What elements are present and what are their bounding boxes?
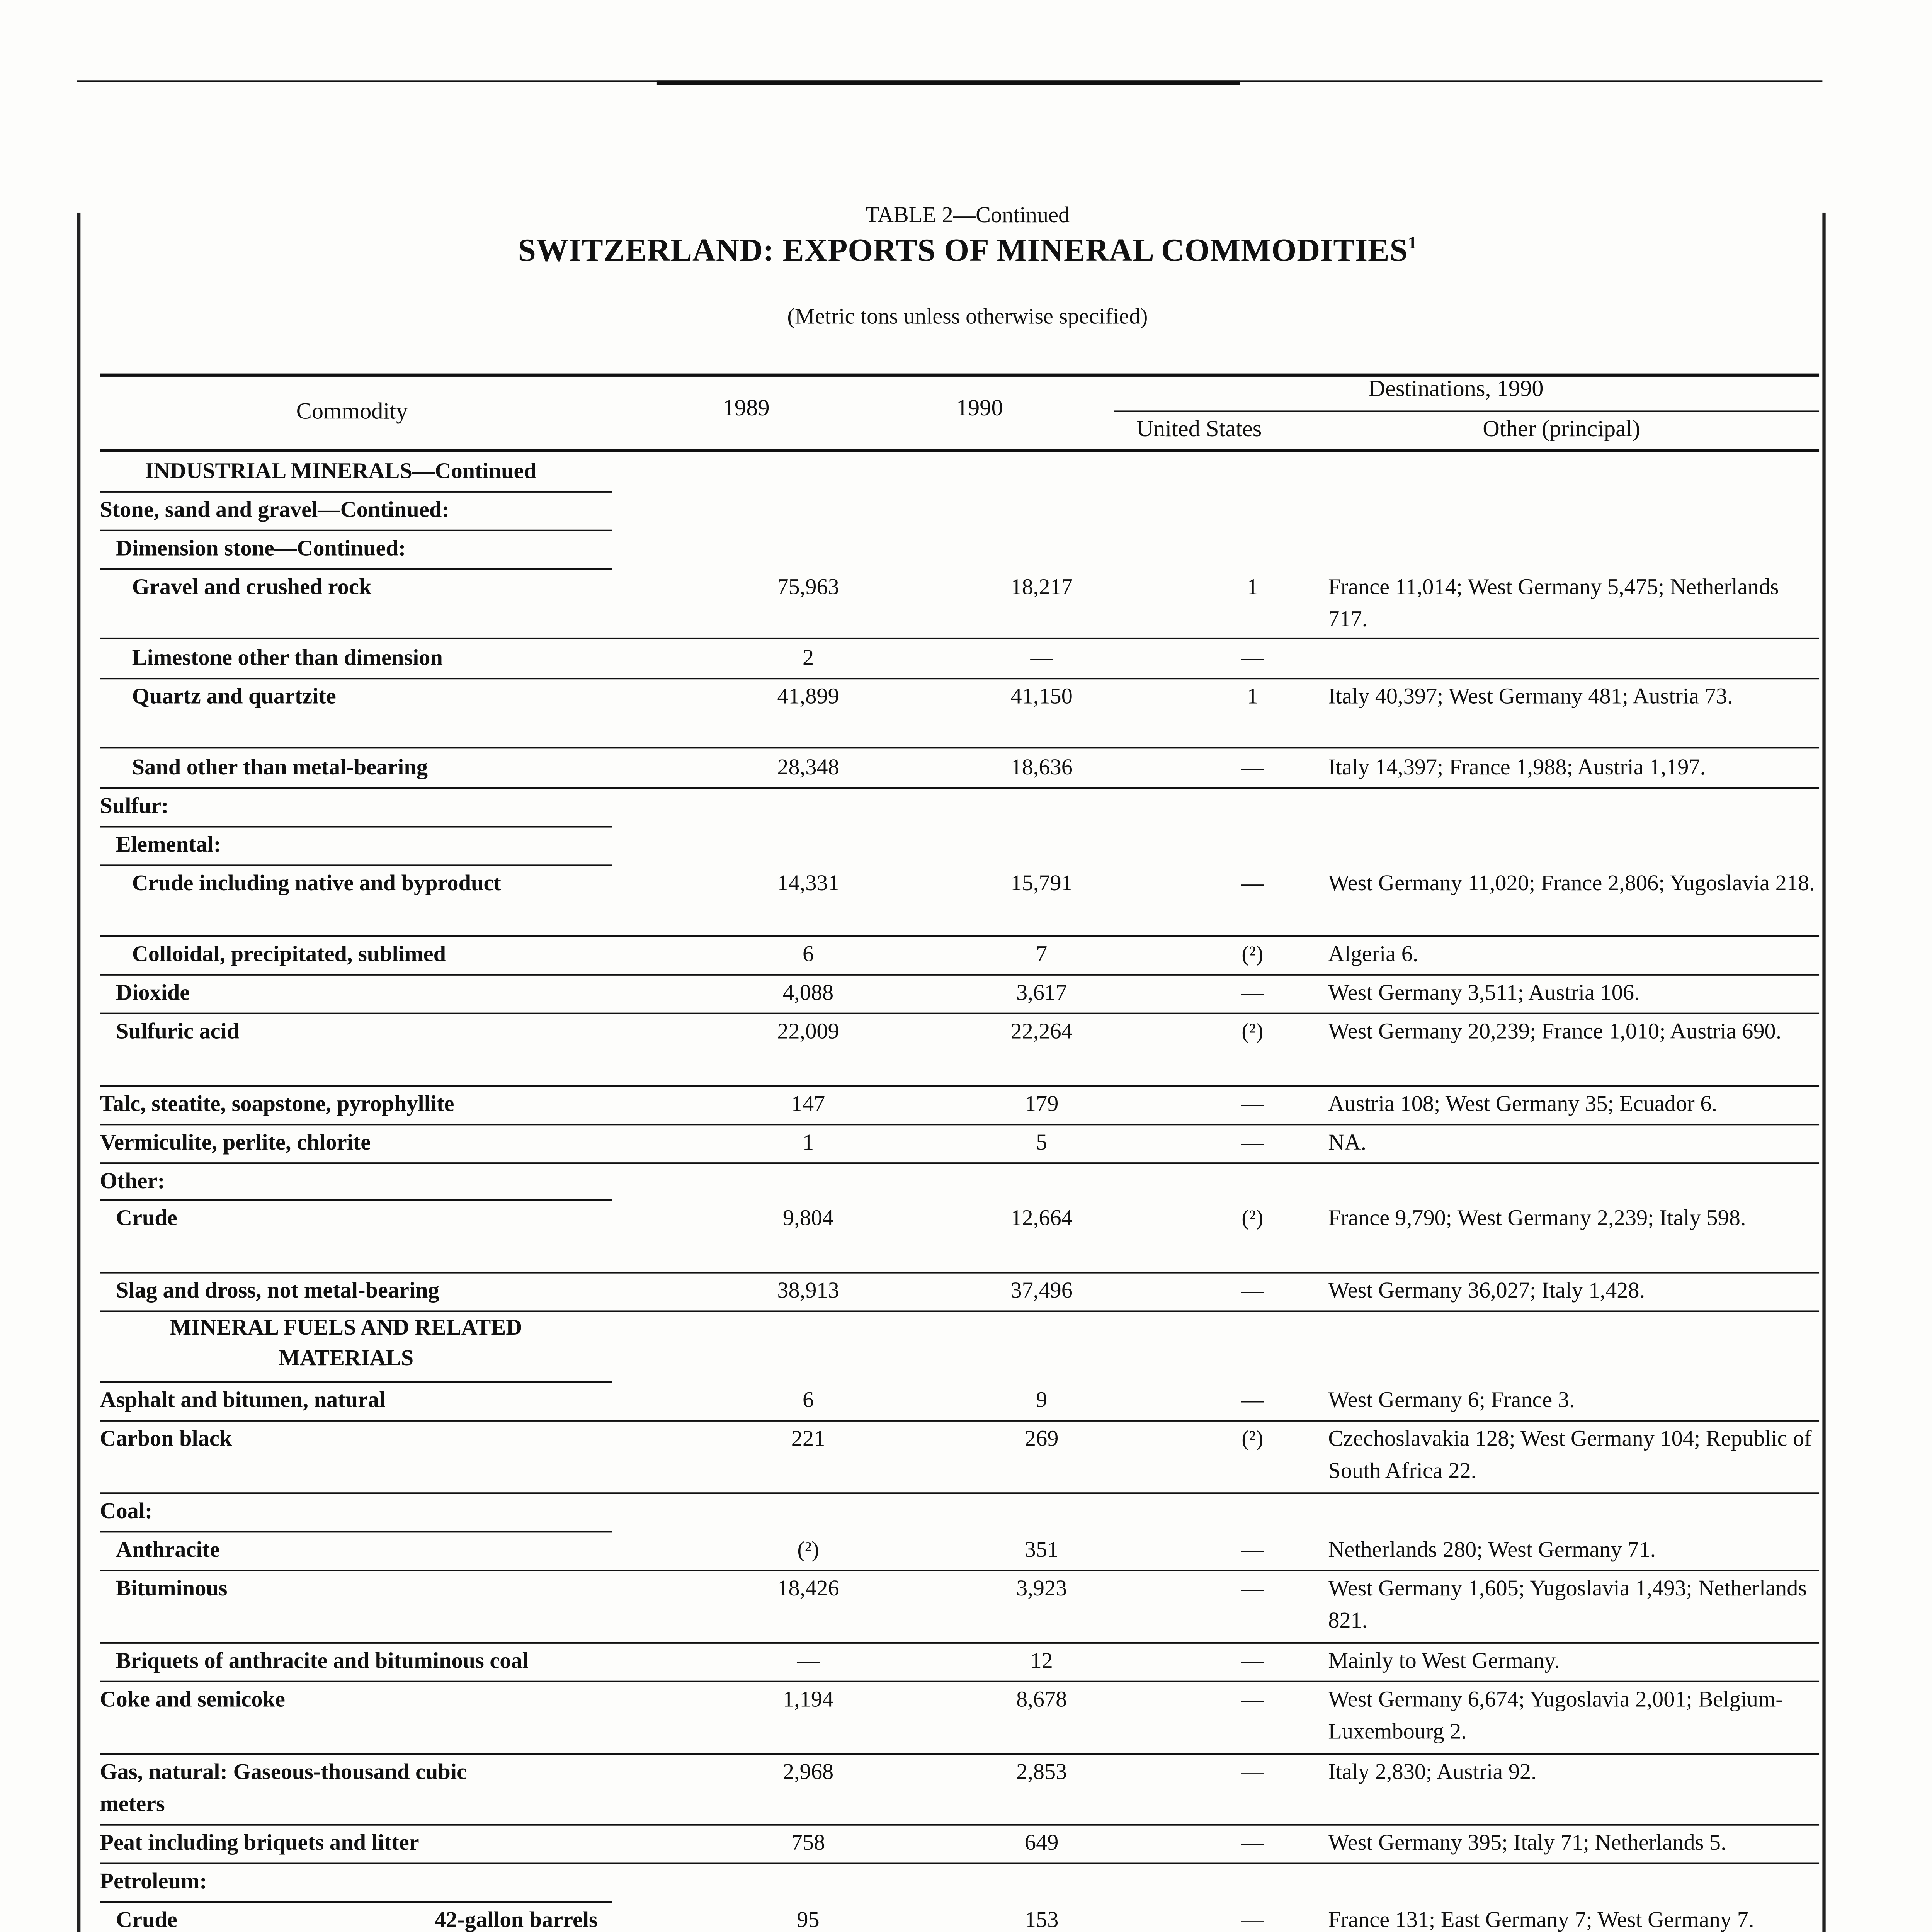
commodity-label: Briquets of anthracite and bituminous coal bbox=[116, 1650, 529, 1675]
destinations-other: Mainly to West Germany. bbox=[1328, 1650, 1560, 1675]
row-rule bbox=[100, 568, 612, 571]
value-1989: 1,194 bbox=[782, 1689, 834, 1713]
destinations-other: West Germany 20,239; France 1,010; Austria 690. bbox=[1328, 1020, 1782, 1045]
row-rule bbox=[100, 1492, 1819, 1495]
value-1989: 38,913 bbox=[777, 1280, 839, 1304]
row-rule bbox=[100, 1420, 1819, 1422]
value-1990: 22,264 bbox=[1010, 1020, 1073, 1045]
value-1990: 5 bbox=[1036, 1131, 1048, 1156]
commodity-label: Talc, steatite, soapstone, pyrophyllite bbox=[100, 1093, 454, 1117]
commodity-label: Dimension stone—Continued: bbox=[116, 537, 406, 562]
row-rule bbox=[100, 826, 612, 828]
value-us: — bbox=[1241, 1909, 1264, 1932]
destinations-other: Italy 40,397; West Germany 481; Austria 73. bbox=[1328, 685, 1733, 710]
col-other-header: Other (principal) bbox=[1483, 417, 1640, 443]
value-us: 1 bbox=[1247, 576, 1259, 601]
unit-label: 42-gallon barrels bbox=[434, 1909, 598, 1932]
row-rule bbox=[100, 1124, 1819, 1126]
value-us: — bbox=[1241, 1650, 1264, 1675]
value-1989: 4,088 bbox=[782, 982, 834, 1006]
left-margin-rule bbox=[77, 213, 80, 1932]
value-1989: 2,968 bbox=[782, 1761, 834, 1786]
right-margin-rule bbox=[1822, 213, 1825, 1932]
commodity-label: Petroleum: bbox=[100, 1871, 207, 1895]
header-top-rule bbox=[100, 374, 1819, 376]
col-united-states-header: United States bbox=[1136, 417, 1262, 443]
value-us: — bbox=[1241, 1131, 1264, 1156]
row-rule bbox=[100, 1824, 1819, 1827]
commodity-label: Dioxide bbox=[116, 982, 190, 1006]
commodity-label: Sulfuric acid bbox=[116, 1020, 240, 1045]
row-rule bbox=[100, 1642, 1819, 1645]
value-us: — bbox=[1241, 1832, 1264, 1856]
value-1990: 41,150 bbox=[1010, 685, 1073, 710]
destinations-other: Algeria 6. bbox=[1328, 943, 1418, 968]
col-destinations-header: Destinations, 1990 bbox=[1368, 376, 1544, 403]
value-1989: 18,426 bbox=[777, 1578, 839, 1602]
value-us: (²) bbox=[1242, 1020, 1264, 1045]
value-us: — bbox=[1241, 1578, 1264, 1602]
commodity-label: Carbon black bbox=[100, 1428, 232, 1452]
value-1990: 8,678 bbox=[1016, 1689, 1067, 1713]
commodity-label: Coal: bbox=[100, 1500, 153, 1525]
col-1990-header: 1990 bbox=[956, 396, 1003, 422]
row-rule bbox=[100, 787, 1819, 789]
value-1989: — bbox=[797, 1650, 820, 1675]
destinations-other: West Germany 395; Italy 71; Netherlands 5. bbox=[1328, 1832, 1726, 1856]
row-rule bbox=[100, 1570, 1819, 1572]
commodity-label: Peat including briquets and litter bbox=[100, 1832, 419, 1856]
section-heading: MINERAL FUELS AND RELATED MATERIALS bbox=[170, 1317, 522, 1372]
value-1989: 9,804 bbox=[782, 1207, 834, 1232]
value-1990: 351 bbox=[1024, 1539, 1059, 1563]
commodity-label: Quartz and quartzite bbox=[132, 685, 336, 710]
value-1990: 3,617 bbox=[1016, 982, 1067, 1006]
commodity-label: Sulfur: bbox=[100, 795, 169, 820]
title-footnote-marker: 1 bbox=[1408, 234, 1417, 253]
value-us: — bbox=[1241, 982, 1264, 1006]
destinations-other: France 131; East Germany 7; West Germany 7. bbox=[1328, 1909, 1754, 1932]
destinations-other: NA. bbox=[1328, 1131, 1367, 1156]
commodity-label: Other: bbox=[100, 1170, 165, 1195]
value-1989: 22,009 bbox=[777, 1020, 839, 1045]
value-us: — bbox=[1241, 1280, 1264, 1304]
value-1989: 758 bbox=[791, 1832, 825, 1856]
value-us: (²) bbox=[1242, 1207, 1264, 1232]
commodity-label: Asphalt and bitumen, natural bbox=[100, 1389, 386, 1414]
value-1990: 7 bbox=[1036, 943, 1048, 968]
value-us: — bbox=[1241, 872, 1264, 897]
value-us: — bbox=[1241, 1093, 1264, 1117]
row-rule bbox=[100, 1863, 1819, 1865]
header-bottom-rule bbox=[100, 449, 1819, 451]
row-rule bbox=[100, 1753, 1819, 1755]
commodity-label: Vermiculite, perlite, chlorite bbox=[100, 1131, 371, 1156]
row-rule bbox=[100, 638, 1819, 640]
row-rule bbox=[100, 864, 612, 867]
value-us: — bbox=[1241, 1539, 1264, 1563]
commodity-label: Stone, sand and gravel—Continued: bbox=[100, 499, 449, 524]
destinations-other: France 11,014; West Germany 5,475; Netherlands 717. bbox=[1328, 576, 1779, 632]
row-rule bbox=[100, 1531, 612, 1533]
value-us: — bbox=[1241, 757, 1264, 781]
destinations-other: West Germany 11,020; France 2,806; Yugoslavia 218. bbox=[1328, 872, 1815, 897]
value-1989: 1 bbox=[802, 1131, 814, 1156]
row-rule bbox=[100, 678, 1819, 680]
value-1989: 41,899 bbox=[777, 685, 839, 710]
value-1989: 28,348 bbox=[777, 757, 839, 781]
row-rule bbox=[100, 1013, 1819, 1015]
destinations-other: West Germany 36,027; Italy 1,428. bbox=[1328, 1280, 1645, 1304]
row-rule bbox=[100, 1310, 1819, 1313]
row-rule bbox=[100, 974, 1819, 976]
commodity-label: Crude bbox=[116, 1909, 177, 1932]
commodity-label: Limestone other than dimension bbox=[132, 647, 443, 672]
value-1989: 75,963 bbox=[777, 576, 839, 601]
destinations-other: West Germany 6,674; Yugoslavia 2,001; Belgium-Luxembourg 2. bbox=[1328, 1689, 1783, 1745]
value-1990: 12,664 bbox=[1010, 1207, 1073, 1232]
value-1990: 15,791 bbox=[1010, 872, 1073, 897]
value-us: (²) bbox=[1242, 1428, 1264, 1452]
row-rule bbox=[100, 1199, 612, 1202]
destinations-other: France 9,790; West Germany 2,239; Italy 598. bbox=[1328, 1207, 1746, 1232]
value-us: — bbox=[1241, 1389, 1264, 1414]
commodity-label: Elemental: bbox=[116, 834, 221, 858]
row-rule bbox=[100, 747, 1819, 749]
row-rule bbox=[100, 935, 1819, 938]
commodity-label: Anthracite bbox=[116, 1539, 220, 1563]
value-us: — bbox=[1241, 647, 1264, 672]
commodity-label: Coke and semicoke bbox=[100, 1689, 285, 1713]
value-1989: 147 bbox=[791, 1093, 825, 1117]
value-1989: 221 bbox=[791, 1428, 825, 1452]
commodity-label: Slag and dross, not metal-bearing bbox=[116, 1280, 439, 1304]
value-1990: 18,636 bbox=[1010, 757, 1073, 781]
value-1989: 14,331 bbox=[777, 872, 839, 897]
row-rule bbox=[100, 530, 612, 532]
value-1990: 12 bbox=[1030, 1650, 1053, 1675]
table-title bbox=[0, 233, 1932, 270]
value-1990: 9 bbox=[1036, 1389, 1048, 1414]
value-1989: 2 bbox=[802, 647, 814, 672]
value-1990: 18,217 bbox=[1010, 576, 1073, 601]
destinations-other: Czechoslavakia 128; West Germany 104; Republic of South Africa 22. bbox=[1328, 1428, 1812, 1484]
destinations-other: Austria 108; West Germany 35; Ecuador 6. bbox=[1328, 1093, 1717, 1117]
row-rule bbox=[100, 491, 612, 493]
row-rule bbox=[100, 1901, 612, 1904]
table-caption: TABLE 2—Continued bbox=[865, 204, 1070, 229]
value-1990: 3,923 bbox=[1016, 1578, 1067, 1602]
units-note: (Metric tons unless otherwise specified) bbox=[787, 306, 1148, 330]
commodity-label: Crude including native and byproduct bbox=[132, 872, 501, 897]
commodity-label: Bituminous bbox=[116, 1578, 228, 1602]
row-rule bbox=[100, 1381, 612, 1384]
value-1990: 37,496 bbox=[1010, 1280, 1073, 1304]
destinations-other: West Germany 3,511; Austria 106. bbox=[1328, 982, 1640, 1006]
destinations-other: Italy 2,830; Austria 92. bbox=[1328, 1761, 1537, 1786]
commodity-label: Colloidal, precipitated, sublimed bbox=[132, 943, 446, 968]
destinations-other: Netherlands 280; West Germany 71. bbox=[1328, 1539, 1656, 1563]
value-1989: (²) bbox=[797, 1539, 819, 1563]
value-1990: 179 bbox=[1024, 1093, 1059, 1117]
row-rule bbox=[100, 1162, 1819, 1165]
destinations-other: Italy 14,397; France 1,988; Austria 1,197. bbox=[1328, 757, 1706, 781]
row-rule bbox=[100, 1085, 1819, 1087]
section-heading: INDUSTRIAL MINERALS—Continued bbox=[145, 460, 536, 485]
col-1989-header: 1989 bbox=[723, 396, 770, 422]
commodity-label: Gas, natural: Gaseous-thousand cubic meters bbox=[100, 1761, 467, 1817]
value-1989: 95 bbox=[797, 1909, 820, 1932]
value-1990: 153 bbox=[1024, 1909, 1059, 1932]
value-1990: — bbox=[1030, 647, 1053, 672]
commodity-label: Gravel and crushed rock bbox=[132, 576, 372, 601]
value-us: (²) bbox=[1242, 943, 1264, 968]
value-us: — bbox=[1241, 1761, 1264, 1786]
top-rule-heavy bbox=[657, 80, 1240, 85]
value-1990: 269 bbox=[1024, 1428, 1059, 1452]
col-commodity-header: Commodity bbox=[296, 399, 408, 425]
row-rule bbox=[100, 1681, 1819, 1683]
value-1990: 649 bbox=[1024, 1832, 1059, 1856]
destinations-rule bbox=[1114, 410, 1819, 412]
value-1989: 6 bbox=[802, 943, 814, 968]
destinations-other: West Germany 6; France 3. bbox=[1328, 1389, 1575, 1414]
value-1990: 2,853 bbox=[1016, 1761, 1067, 1786]
value-1989: 6 bbox=[802, 1389, 814, 1414]
table-title-text: SWITZERLAND: EXPORTS OF MINERAL COMMODITIES bbox=[518, 233, 1408, 269]
commodity-label: Sand other than metal-bearing bbox=[132, 757, 428, 781]
row-rule bbox=[100, 1272, 1819, 1274]
destinations-other: West Germany 1,605; Yugoslavia 1,493; Netherlands 821. bbox=[1328, 1578, 1807, 1633]
value-us: 1 bbox=[1247, 685, 1259, 710]
commodity-label: Crude bbox=[116, 1207, 177, 1232]
value-us: — bbox=[1241, 1689, 1264, 1713]
